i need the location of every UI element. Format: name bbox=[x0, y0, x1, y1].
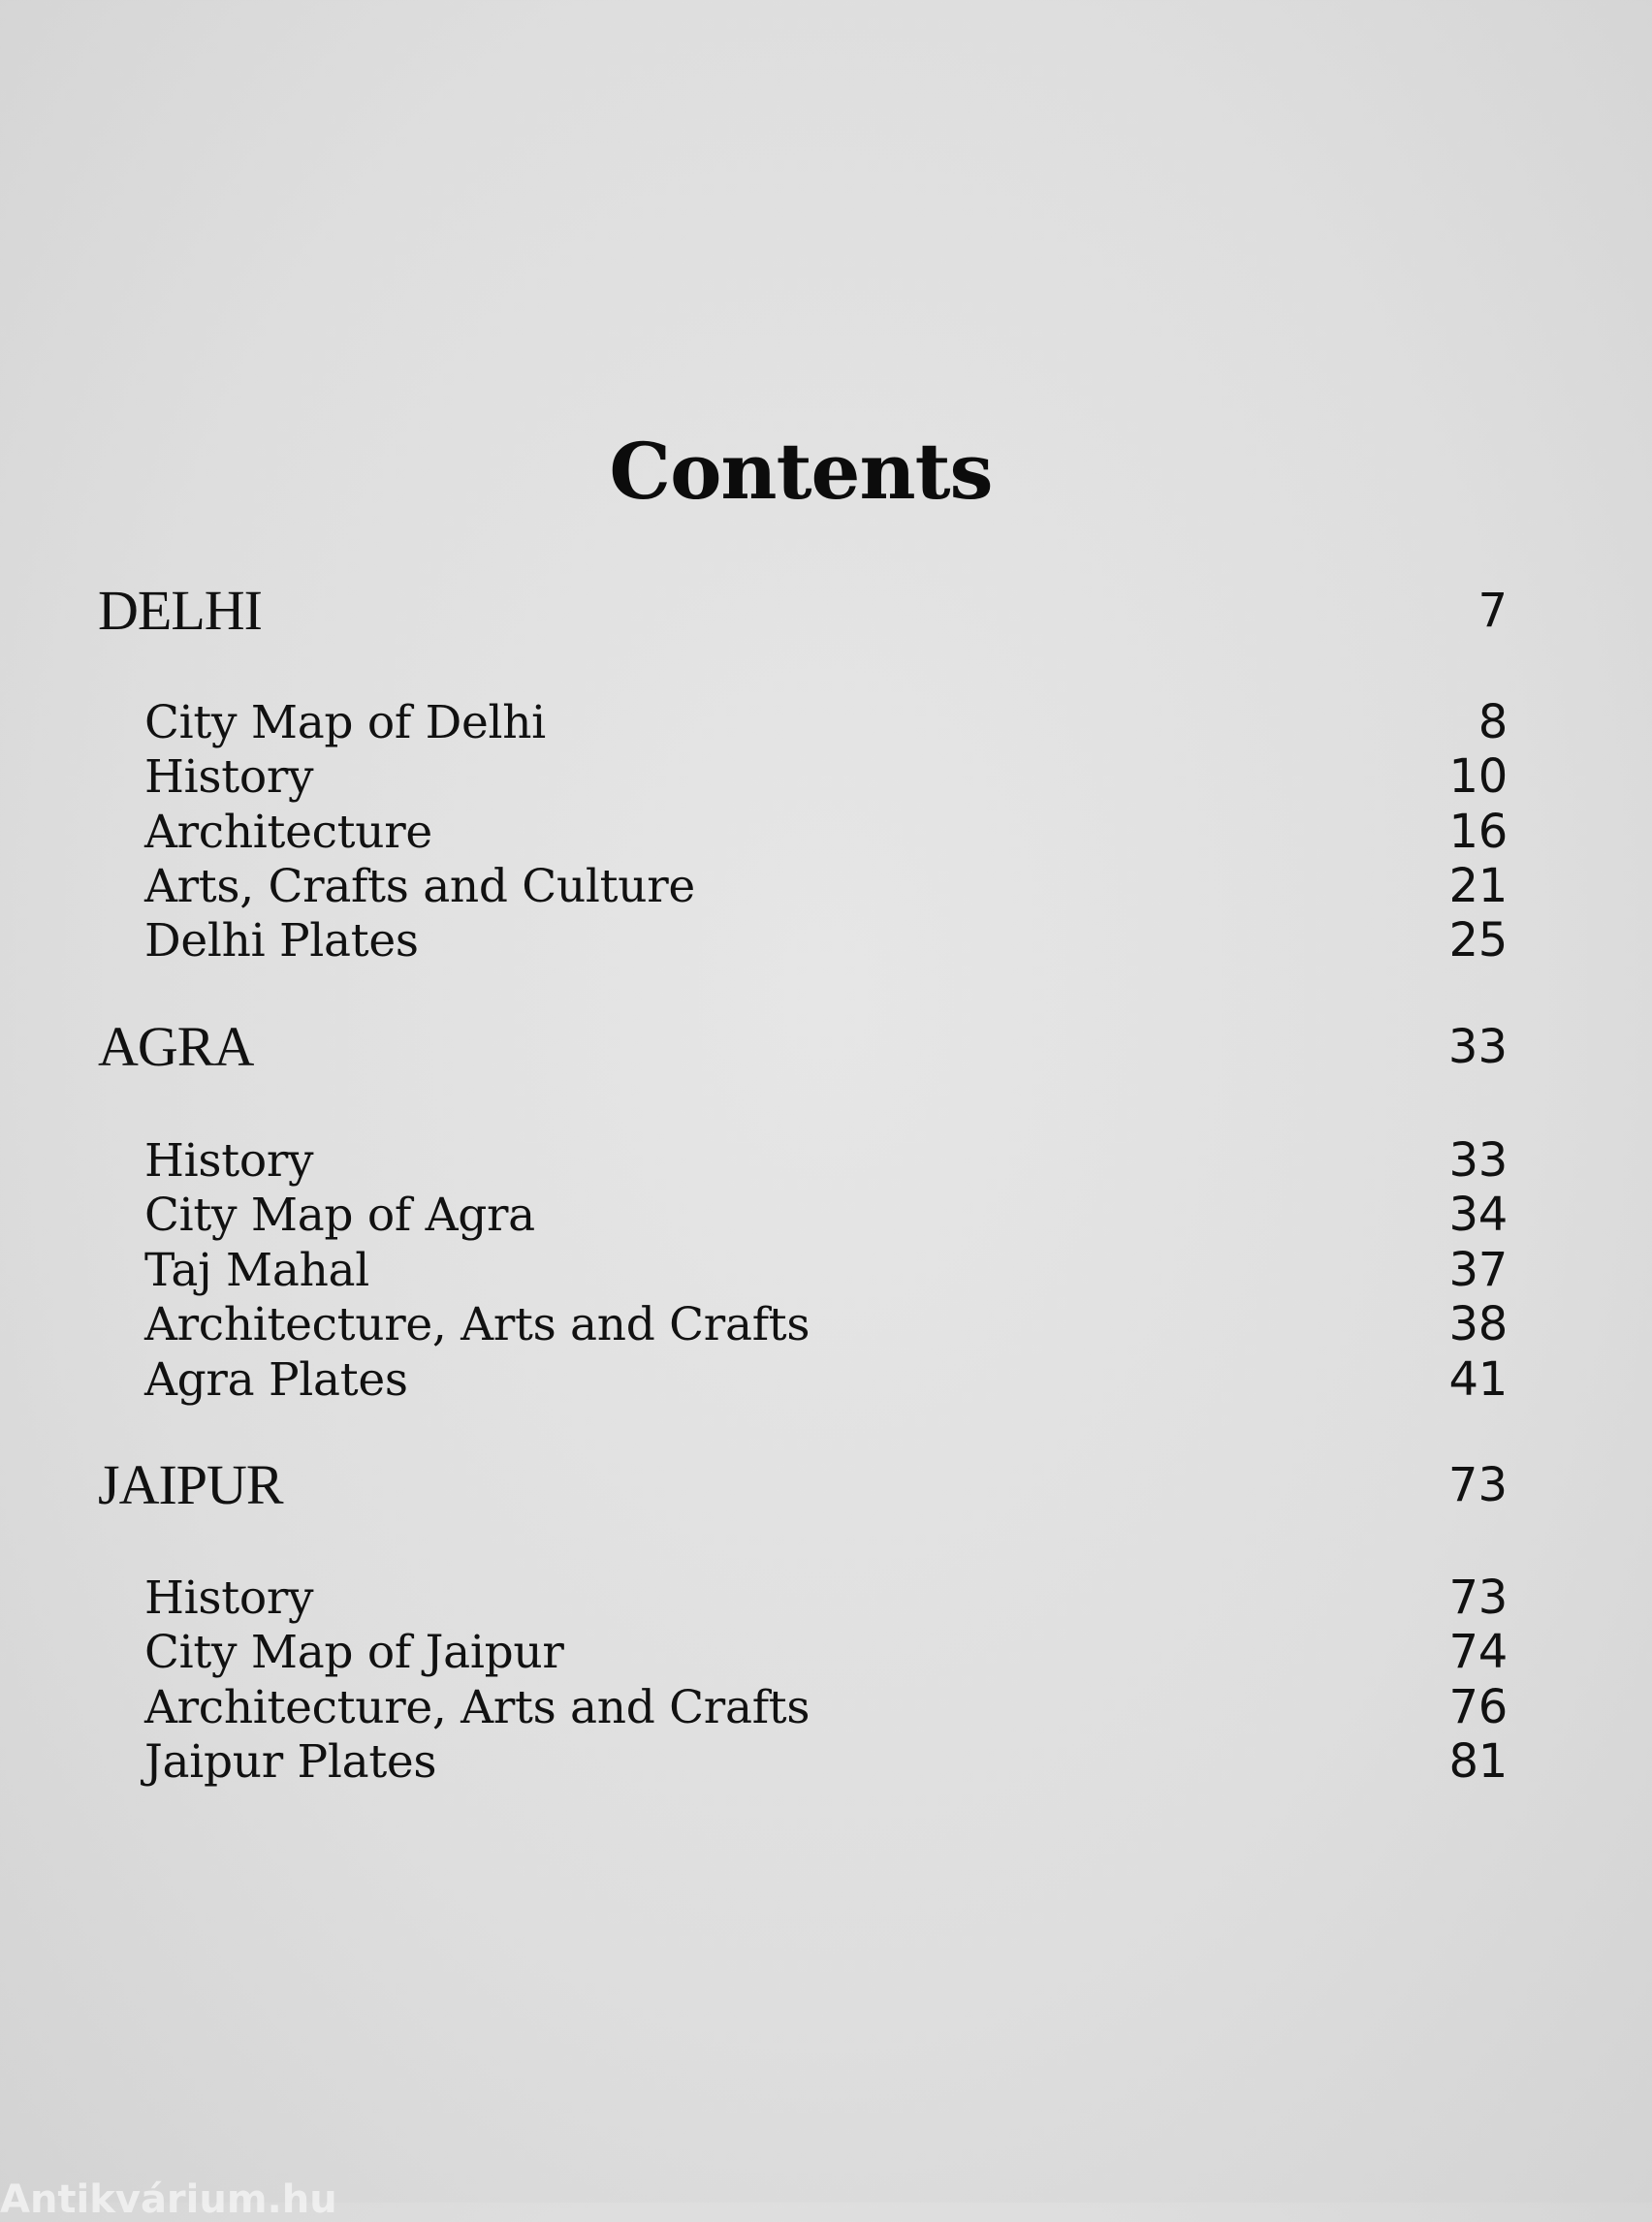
page-number: 21 bbox=[1448, 859, 1508, 913]
section-title: AGRA bbox=[98, 1015, 254, 1078]
page-number: 33 bbox=[1448, 1133, 1508, 1188]
watermark-text: Antikvárium.hu bbox=[0, 2177, 337, 2222]
page-number: 8 bbox=[1477, 695, 1508, 749]
page-number: 81 bbox=[1448, 1734, 1508, 1789]
toc-entry[interactable] bbox=[144, 1352, 1508, 1408]
toc-entry[interactable] bbox=[144, 695, 1508, 750]
page-number: 41 bbox=[1448, 1352, 1508, 1407]
page-number: 10 bbox=[1448, 749, 1508, 804]
page-number: 76 bbox=[1448, 1680, 1508, 1734]
page-number: 33 bbox=[1447, 1020, 1508, 1074]
toc-entry[interactable] bbox=[144, 1297, 1508, 1352]
page-number: 38 bbox=[1448, 1297, 1508, 1351]
section-title: DELHI bbox=[98, 579, 262, 642]
entry-title: City Map of Agra bbox=[144, 1189, 535, 1242]
toc-entry[interactable] bbox=[144, 1571, 1508, 1626]
entry-title: Taj Mahal bbox=[144, 1244, 370, 1297]
toc-entry[interactable] bbox=[144, 749, 1508, 805]
toc-entry[interactable] bbox=[144, 1680, 1508, 1735]
toc-entry[interactable] bbox=[144, 1188, 1508, 1243]
page-title: Contents bbox=[609, 426, 993, 517]
entry-title: History bbox=[144, 750, 314, 804]
entry-title: City Map of Delhi bbox=[144, 696, 546, 749]
page-number: 73 bbox=[1447, 1458, 1508, 1512]
entry-title: Jaipur Plates bbox=[144, 1735, 437, 1789]
toc-entry[interactable] bbox=[144, 1133, 1508, 1189]
section-heading-agra[interactable] bbox=[98, 1016, 1508, 1078]
entry-title: History bbox=[144, 1571, 314, 1625]
toc-entry[interactable] bbox=[144, 859, 1508, 914]
page-number: 34 bbox=[1448, 1188, 1508, 1242]
page-number: 16 bbox=[1448, 805, 1508, 859]
entry-title: Architecture bbox=[144, 806, 432, 859]
toc-entry[interactable] bbox=[144, 1734, 1508, 1790]
entry-title: History bbox=[144, 1134, 314, 1188]
page-number: 7 bbox=[1477, 584, 1508, 638]
section-heading-delhi[interactable] bbox=[98, 580, 1508, 642]
entry-title: Architecture, Arts and Crafts bbox=[144, 1681, 810, 1734]
entry-title: Agra Plates bbox=[144, 1353, 408, 1407]
toc-entry[interactable] bbox=[144, 913, 1508, 968]
page-number: 25 bbox=[1448, 913, 1508, 968]
page-number: 73 bbox=[1448, 1571, 1508, 1625]
page-number: 37 bbox=[1448, 1243, 1508, 1297]
toc-entry[interactable] bbox=[144, 1243, 1508, 1298]
page-number: 74 bbox=[1448, 1625, 1508, 1679]
entry-title: Arts, Crafts and Culture bbox=[144, 860, 695, 913]
section-title: JAIPUR bbox=[98, 1453, 283, 1516]
entry-title: City Map of Jaipur bbox=[144, 1626, 564, 1679]
toc-entry[interactable] bbox=[144, 805, 1508, 860]
section-heading-jaipur[interactable] bbox=[98, 1454, 1508, 1516]
entry-title: Architecture, Arts and Crafts bbox=[144, 1298, 810, 1351]
entry-title: Delhi Plates bbox=[144, 914, 419, 968]
toc-entry[interactable] bbox=[144, 1625, 1508, 1680]
